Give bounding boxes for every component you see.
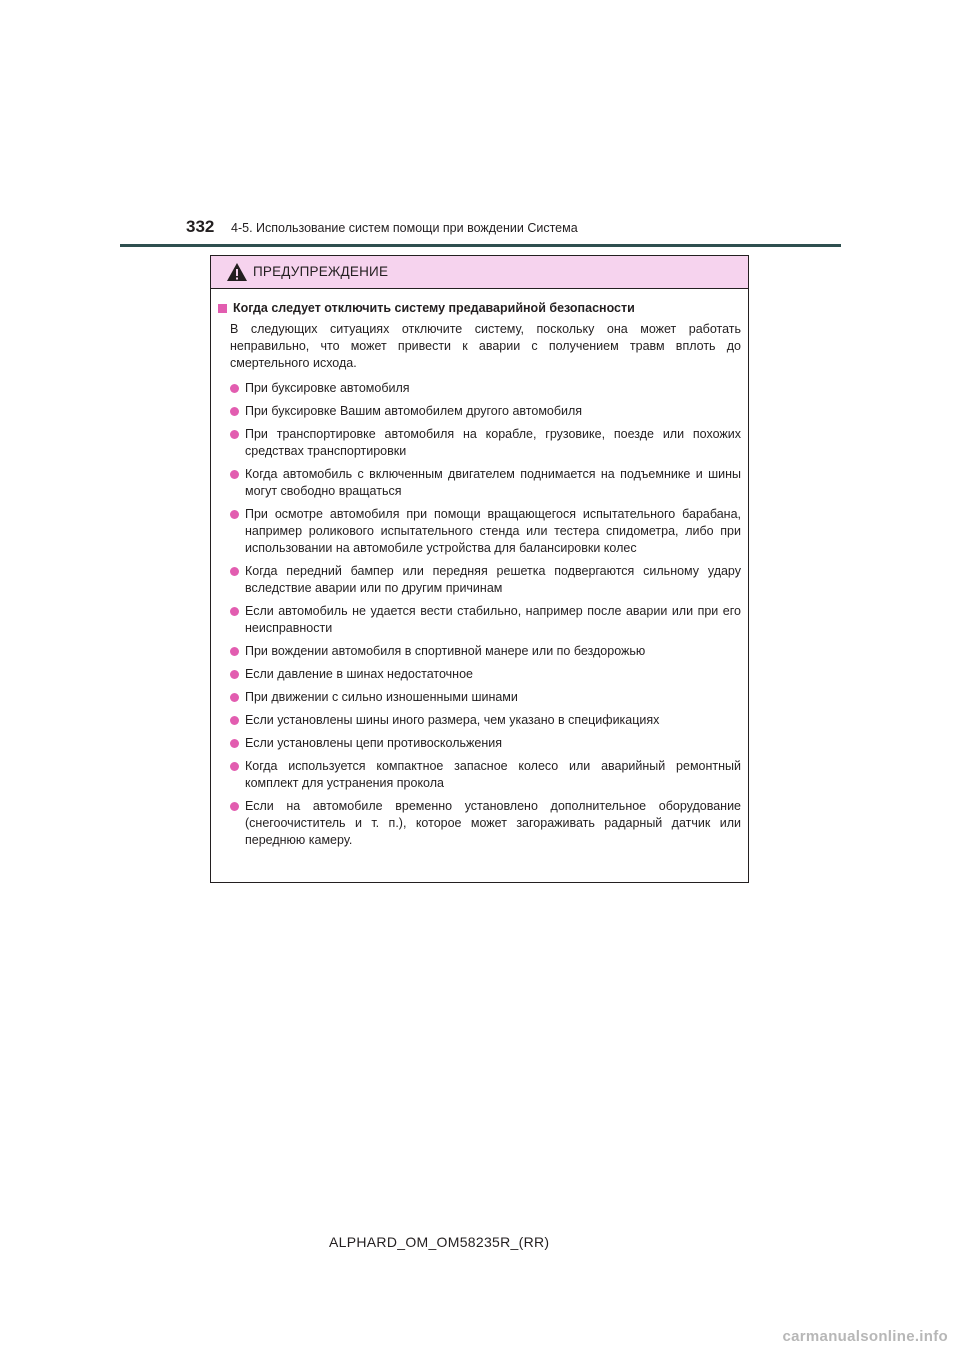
list-item-text: При буксировке Вашим автомобилем другого автомобиля: [245, 404, 583, 418]
warning-triangle-icon: [226, 262, 248, 282]
round-bullet-icon: [230, 470, 239, 479]
list-item-text: При вождении автомобиля в спортивной манере или по бездорожью: [245, 644, 646, 658]
list-item: [218, 643, 741, 660]
list-item: [218, 563, 741, 597]
round-bullet-icon: [230, 567, 239, 576]
list-item-text: Если давление в шинах недостаточное: [245, 667, 473, 681]
round-bullet-icon: [230, 802, 239, 811]
intro-paragraph: В следующих ситуациях отключите систему, поскольку она может работать неправильно, что может привести к аварии с получением травм вплоть до смертельного исхода.: [230, 322, 741, 370]
list-item-text: Если установлены шины иного размера, чем указано в спецификациях: [245, 713, 660, 727]
round-bullet-icon: [230, 693, 239, 702]
list-item-text: При осмотре автомобиля при помощи вращающегося испытательного барабана, например роликового испытательного стенда или тестера спидометра, либо при использовании на автомобиле устройства для балансировки колес: [245, 507, 741, 555]
section-title: 4-5. Использование систем помощи при вождении Система: [231, 221, 578, 235]
section-heading-text: Когда следует отключить систему предаварийной безопасности: [233, 301, 635, 315]
round-bullet-icon: [230, 430, 239, 439]
list-item-text: Если на автомобиле временно установлено дополнительное оборудование (снегоочиститель и т. п.), которое может загораживать радарный датчик или переднюю камеру.: [245, 799, 741, 847]
list-item: [218, 380, 741, 397]
list-item: [218, 712, 741, 729]
watermark: carmanualsonline.info: [782, 1328, 948, 1345]
round-bullet-icon: [230, 607, 239, 616]
list-item: [218, 506, 741, 557]
list-item: [218, 426, 741, 460]
round-bullet-icon: [230, 739, 239, 748]
list-item-text: При движении с сильно изношенными шинами: [245, 690, 518, 704]
round-bullet-icon: [230, 762, 239, 771]
list-item: [218, 403, 741, 420]
round-bullet-icon: [230, 647, 239, 656]
list-item-text: Когда передний бампер или передняя решетка подвергаются сильному удару вследствие аварии или по другим причинам: [245, 564, 741, 595]
list-item: [218, 798, 741, 849]
page-number: 332: [186, 217, 215, 236]
list-item: [218, 689, 741, 706]
warning-header: [211, 256, 748, 289]
round-bullet-icon: [230, 670, 239, 679]
header-divider: [120, 244, 841, 247]
square-bullet-icon: [218, 304, 227, 313]
round-bullet-icon: [230, 407, 239, 416]
list-item-text: При буксировке автомобиля: [245, 381, 410, 395]
list-item-text: Когда автомобиль с включенным двигателем поднимается на подъемнике и шины могут свободно вращаться: [245, 467, 741, 498]
condition-list: [218, 380, 741, 849]
list-item: [218, 735, 741, 752]
list-item: [218, 603, 741, 637]
list-item: [218, 758, 741, 792]
list-item-text: Если автомобиль не удается вести стабильно, например после аварии или при его неисправности: [245, 604, 741, 635]
list-item: [218, 466, 741, 500]
round-bullet-icon: [230, 716, 239, 725]
round-bullet-icon: [230, 384, 239, 393]
warning-body: [211, 289, 748, 849]
warning-title: ПРЕДУПРЕЖДЕНИЕ: [253, 264, 389, 279]
warning-box: [210, 255, 749, 883]
round-bullet-icon: [230, 510, 239, 519]
section-heading: [218, 300, 741, 317]
list-item-text: При транспортировке автомобиля на корабле, грузовике, поезде или похожих средствах транспортировки: [245, 427, 741, 458]
list-item: [218, 666, 741, 683]
list-item-text: Когда используется компактное запасное колесо или аварийный ремонтный комплект для устранения прокола: [245, 759, 741, 790]
list-item-text: Если установлены цепи противоскольжения: [245, 736, 502, 750]
document-code: ALPHARD_OM_OM58235R_(RR): [329, 1234, 550, 1250]
